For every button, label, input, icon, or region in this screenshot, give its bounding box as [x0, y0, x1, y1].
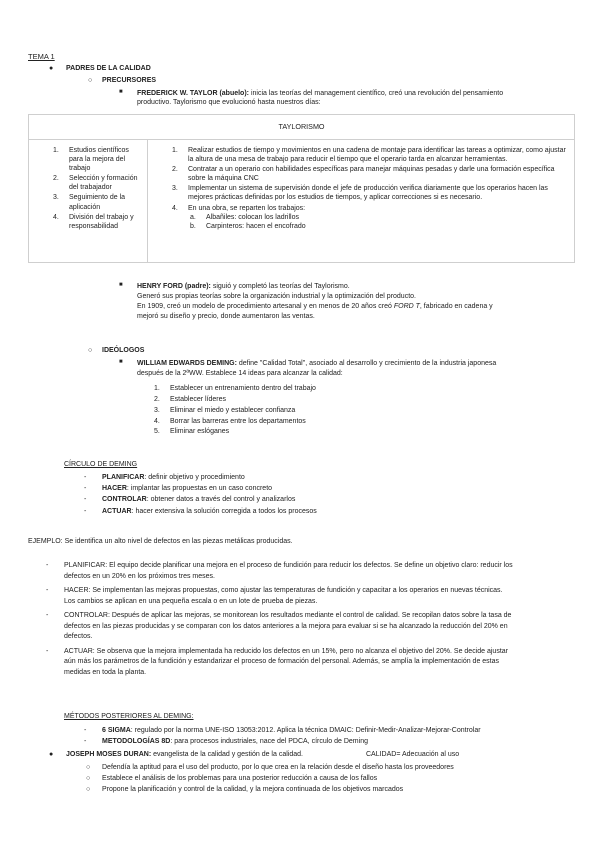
deming-text: define "Calidad Total", asociado al desarrollo y crecimiento de la industria japonesa — [236, 360, 497, 367]
taylor-text: inicia las teorías del management científico, creó una revolución del pensamiento — [249, 90, 504, 97]
section-padres: PADRES DE LA CALIDAD — [66, 65, 151, 72]
bullet-square: ■ — [119, 359, 123, 365]
circulo-item: - ACTUAR: hacer extensiva la solución corregida a todos los procesos — [84, 507, 317, 515]
page-title: TEMA 1 — [28, 52, 55, 61]
idea-5: 5. Eliminar eslóganes — [154, 428, 230, 436]
circulo-item: - CONTROLAR: obtener datos a través del control y analizarlos — [84, 496, 296, 504]
juran-text: evangelista de la calidad y gestión de la calidad. — [151, 751, 303, 758]
metodos-list — [84, 725, 584, 747]
ford-line-4: mejoró su diseño y precio, donde aumentaron las ventas. — [137, 313, 315, 321]
bullet-dot: ● — [49, 751, 54, 758]
left-item-3: 3. Seguimiento de la aplicación — [53, 194, 126, 211]
deming-text-2: después de la 2ªWW. Establece 14 ideas para alcanzar la calidad: — [137, 370, 343, 378]
idea-3: 3. Eliminar el miedo y establecer confianza — [154, 406, 296, 414]
taylorismo-table — [28, 114, 575, 263]
table-header: TAYLORISMO — [29, 115, 575, 140]
deming-name: WILLIAM EDWARDS DEMING: — [137, 360, 237, 367]
sub-item-a: a. Albañiles: colocan los ladrillos — [190, 213, 299, 221]
ejemplo-item-planificar: - PLANIFICAR: El equipo decide planificar una mejora en el proceso de fundición para reducir los defectos. Se define un objetivo claro: reducir los defectos en un 20% en los próximos tres meses. — [46, 562, 513, 580]
juran-item: ○ Establece el análisis de los problemas para una posterior reducción a causa de los fallos — [86, 775, 378, 783]
circulo-item: - PLANIFICAR: definir objetivo y procedimiento — [84, 474, 245, 481]
deming-intro — [137, 359, 577, 379]
ford-line-2: Generó sus propias teorías sobre la organización industrial y la optimización del producto. — [137, 293, 416, 301]
ejemplo-item-hacer: - HACER: Se implementan las mejoras propuestas, como ajustar las temperaturas de fundición y capacitar a los operarios en nuevas técnicas. Los cambios se aplican en una pequeña escala o en un lote de prueba de piezas. — [46, 587, 503, 605]
ford-text: siguió y completó las teorías del Taylorismo. — [210, 283, 350, 290]
bullet-square: ■ — [119, 89, 123, 95]
circulo-item: - HACER: implantar las propuestas en un caso concreto — [84, 485, 273, 493]
left-item-4: 4. División del trabajo y responsabilidad — [53, 213, 134, 230]
idea-1: 1. Establecer un entrenamiento dentro del trabajo — [154, 385, 316, 392]
bullet-square: ■ — [119, 282, 123, 288]
right-item-1: 1. Realizar estudios de tiempo y movimientos en una cadena de montaje para identificar las tareas a optimizar, como ajustar la altura de una mesa de trabajo para reducir el tiempo que el operario tarda en alcanzar herramientas. — [172, 147, 566, 164]
table-right-col — [148, 140, 575, 263]
metodo-item: - 6 SIGMA: regulado por la norma UNE-ISO 13053:2012. Aplica la técnica DMAIC: Definir-Medir-Analizar-Mejorar-Controlar — [84, 727, 481, 734]
section-precursores: PRECURSORES — [102, 77, 157, 84]
ejemplo-intro: EJEMPLO: Se identifica un alto nivel de defectos en las piezas metálicas producidas. — [28, 538, 293, 545]
juran-name: JOSEPH MOSES DURAN: — [66, 751, 152, 758]
sub-item-b: b. Carpinteros: hacen el encofrado — [190, 222, 306, 230]
right-item-4: 4. En una obra, se reparten los trabajos: — [172, 204, 306, 212]
juran-calidad: CALIDAD= Adecuación al uso — [366, 751, 460, 758]
idea-4: 4. Borrar las barreras entre los departamentos — [154, 417, 306, 425]
circulo-title: CÍRCULO DE DEMING — [64, 461, 138, 468]
ejemplo-list — [46, 561, 576, 678]
bullet-circle: ○ — [88, 347, 93, 354]
taylor-intro — [137, 89, 577, 107]
juran-item: ○ Propone la planificación y control de la calidad, y la mejora continuada de los objetivos marcados — [86, 786, 404, 794]
ford-name: HENRY FORD (padre): — [137, 283, 211, 290]
juran-list — [86, 762, 576, 796]
bullet-circle: ○ — [88, 77, 93, 84]
metodos-title: MÉTODOS POSTERIORES AL DEMING: — [64, 713, 194, 720]
ejemplo-item-actuar: - ACTUAR: Se observa que la mejora implementada ha reducido los defectos en un 15%, pero no alcanza el objetivo del 20%. Se decide ajustar aún más los parámetros de la fundición y estandarizar el proceso de formación del personal. Además, se amplía la implementación de estas medidas en toda la planta. — [46, 647, 508, 676]
juran-item: ○ Defendía la aptitud para el uso del producto, por lo que crea en la relación desde el diseño hasta los proveedores — [86, 764, 454, 771]
table-left-col — [29, 140, 148, 263]
taylor-name: FREDERICK W. TAYLOR (abuelo): — [137, 90, 249, 97]
metodo-item: - METODOLOGÍAS 8D: para procesos industriales, nace del PDCA, círculo de Deming — [84, 738, 368, 746]
ejemplo-item-controlar: - CONTROLAR: Después de aplicar las mejoras, se monitorean los resultados mediante el control de calidad. Se recopilan datos sobre la tasa de defectos en las piezas producidas y se comparan con los datos anteriores a la mejora para evaluar si se ha alcanzado la reducción del 20% en defectos. — [46, 612, 512, 640]
deming-ideas — [154, 384, 316, 438]
bullet-dot: ● — [49, 65, 54, 72]
right-item-3: 3. Implementar un sistema de supervisión donde el jefe de producción verifica diariamente que los operarios hacen las mejores prácticas definidas por los estudios de tiempos, y aplicar correcciones si es necesario. — [172, 185, 548, 202]
ford-block: HENRY FORD (padre): siguió y completó las teorías del Taylorismo. Generó sus propias teorías sobre la organización industrial y la optimización del producto. En 1909, creó un modelo de procedimiento artesanal y en menos de 20 años creó FORD T, fabricado en cadena y mejoró su diseño y precio, donde aumentaron las ventas. — [137, 283, 493, 321]
ford-t: FORD T — [393, 303, 420, 311]
right-item-2: 2. Contratar a un operario con habilidades específicas para manejar máquinas pesadas y darle una formación específica sobre la máquina CNC — [172, 166, 555, 183]
juran-intro — [66, 750, 566, 759]
circulo-list — [84, 472, 317, 517]
left-item-1: 1. Estudios científicos para la mejora del trabajo — [53, 147, 129, 173]
ford-line-3: En 1909, creó un modelo de procedimiento artesanal y en menos de 20 años creó — [137, 303, 394, 311]
taylor-text-2: productivo. Taylorismo que evolucionó hasta nuestros días: — [137, 99, 321, 107]
idea-2: 2. Establecer líderes — [154, 395, 227, 403]
section-ideologos: IDEÓLOGOS — [102, 347, 145, 354]
left-item-2: 2. Selección y formación del trabajador — [53, 175, 138, 192]
